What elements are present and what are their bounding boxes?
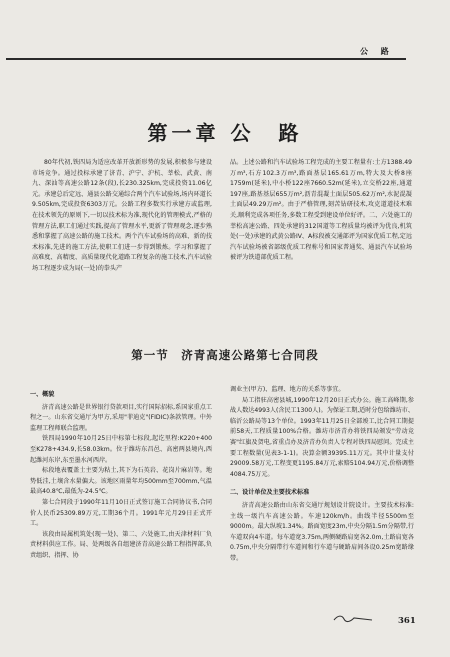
chapter-title: 第一章 公 路 xyxy=(147,121,303,145)
section-title: 第一节 济青高速公路第七合同段 xyxy=(131,348,319,362)
intro-paragraph-continued: 品。上述公路和汽车试验场工程完成的主要工程量有:土方1388.49万m³,石方102.3万m³,路面基层165.61万m,特大及大桥8座1759m(延米),中小桥122座7660.52m(延米),立交桥22座,通道197座,路基基层655万m²,沥青混凝土面层505.62万m²,水泥混凝土面层49.29万m²。由于严格管理,刻苦钻研技术,攻克道道技术难关,顺利完成各项任务,多数工程受到建设单位好评。二、六处施工的莘松高速公路、四处承建的312国道等工程质量均被评为优良,机筑处(一处)承建的武黄公路IV、A标段被交通部评为国家优质工程,定远汽车试验场被省部级优质工程称号和国家普通奖、通县汽车试验场被评为铁道部优质工程。 xyxy=(230,159,412,262)
paragraph: 第七合同段于1990年11月10日正式签订施工合同协议书,合同价人民币25309.89万元,工期36个月。1991年元月29日正式开工。 xyxy=(30,498,212,528)
intro-column-right xyxy=(230,158,412,264)
running-header: 公 路 xyxy=(360,46,394,56)
paragraph-continued: 调业主(甲方)、监理、地方的关系等事宜。 xyxy=(230,386,345,393)
intro-column-left xyxy=(32,158,212,275)
paragraph: 局工指驻高密县城,1990年12月20日正式办公。施工高峰期,参战人数达4993人(含民工1300人)。为保证工期,适时分包给潍坊市、临沂公路局等13个单位。1993年11月25日全部竣工,比合同工期提前58天,工程质量100%合格。潍坊市济青办将铁四局颁发"劳动竞赛"红旗及贺电,省重点办及济青办负责人专程对铁四局慰问。完成主要工程数量(见表3-1-1)。决算金额39395.11万元。其中计量支付29009.58万元,工程变更1195.84万元,索赔5104.94万元,价格调整4084.75万元。 xyxy=(230,396,414,478)
page-number: 361 xyxy=(398,616,416,626)
handwritten-mark xyxy=(332,611,376,625)
subsection-heading: 二、设计单位及主要技术标准 xyxy=(230,489,310,497)
paragraph: 铁四局1990年10月25日中标第七标段,起讫里程:K220+400至K278+434.9,长58.03km。位于潍坊东昌邑、高密两县境内,西起潍河东岸,东至墨水河西岸。 xyxy=(30,435,212,464)
section-column-left xyxy=(30,388,212,562)
intro-paragraph: 80年代初,铁四局为适应改革开放新形势的发展,积极参与建设市场竞争。通过投标承建了济青、沪宁、沪杭、莘松、武黄、南九、深汕等高速公路12条(段),长230.325km,完成投资11.06亿元。承建总后定远、通县公路交通综合两个汽车试验场,场内环道长9.505km,完成投资6303万元。公路工程多数实行承建方或监理,在技术领先的原则下,一切以技术标为准,现代化的管理模式,严格的管理方法,职工们通过实践,提高了管理水平,更新了管理观念,逐步熟悉和掌握了高速公路的施工技术。两个汽车试验场的高难、新的技术标准,先进的施工方法,使职工们进一步得到锻炼。学习和掌握了高难度、高精度、高质量现代化道路工程复杂的施工技术,汽车试验场工程逐步成为局(一处)的拳头产 xyxy=(32,159,212,272)
paragraph: 济青高速公路由山东省交通厅规划设计院设计。主要技术标准:主线一级汽车高速公路。车速120km/h。曲线半径5500m至9000m。最大纵坡1.34%。路面宽度23m,中央分隔1.5m分隔带,行车道双向4车道。每车道宽3.75m,两侧硬路肩宽各2.0m,土路肩宽各0.75m,中央分隔带行车道间和行车道与硬路肩间各设0.25m宽路缘带。 xyxy=(230,501,414,562)
paragraph: 标段地表覆盖土主要为粘土,其下为石英岩、花岗片麻岩等。地势低洼,土壤含水量偏大。该地区雨量年均500mm至700mm,气温最高40.8℃,最低为-24.5℃。 xyxy=(30,467,212,496)
section-column-right xyxy=(230,385,414,565)
subsection-heading: 一、概貌 xyxy=(30,391,55,398)
paragraph: 济青高速公路是世界银行贷款项目,实行国际招标,系国家重点工程之一。山东省交通厅为甲方,采用"菲迪克"(FIDIC)条款管理。中外监理工程师联合监理。 xyxy=(30,403,212,432)
paragraph: 该段由局属机筑处(现一处)、第二、六处施工,由天津材料厂负责材料供应工作。局、处两级各自组建济青高速公路工程指挥部,负责组织、指挥、协 xyxy=(30,530,212,559)
header-rule xyxy=(6,58,406,60)
